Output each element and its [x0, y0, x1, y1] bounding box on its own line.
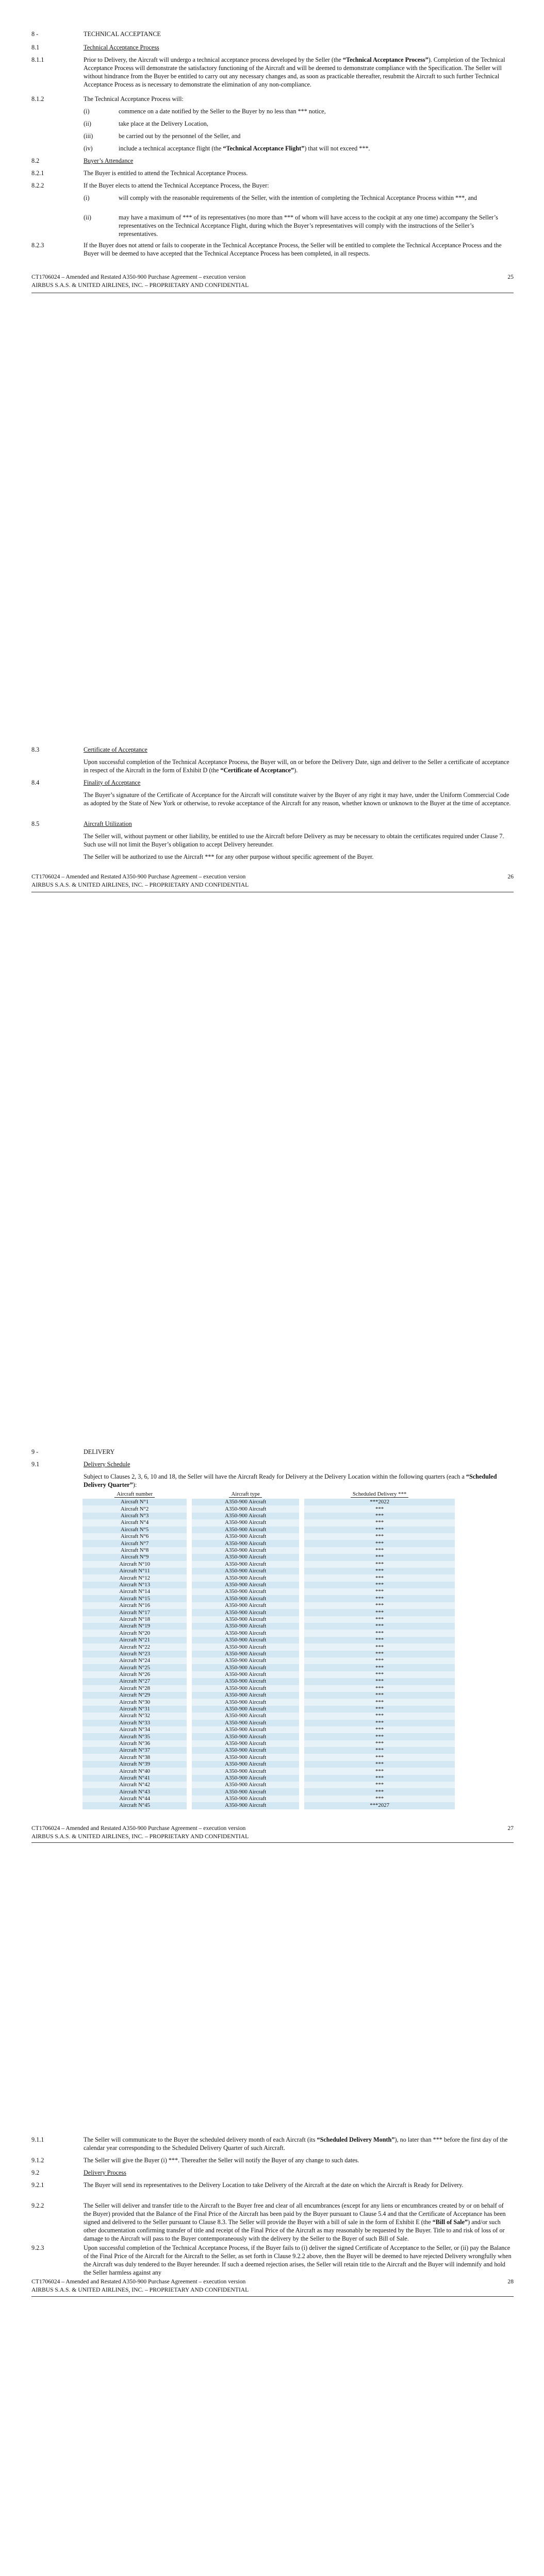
aircraft-type-cell: A350-900 Aircraft	[192, 1802, 299, 1809]
aircraft-number-cell: Aircraft N°40	[83, 1768, 187, 1774]
table-row	[83, 1733, 455, 1740]
aircraft-number-cell: Aircraft N°38	[83, 1754, 187, 1760]
clause-text: If the Buyer does not attend or fails to cooperate in the Technical Acceptance Process, the Seller will be entitled to complete the Technical Acceptance Process and the Buyer will be deemed to have accepted that the Technical Acceptance Process has been completed, in all respects.	[84, 242, 502, 258]
defined-term: “Bill of Sale”	[432, 2218, 468, 2226]
page-number: 26	[507, 873, 514, 880]
scheduled-delivery-cell: ***	[304, 1782, 455, 1788]
footer-doc-ref: CT1706024 – Amended and Restated A350-900 Purchase Agreement – execution version	[31, 2278, 246, 2285]
table-row	[83, 1782, 455, 1788]
aircraft-type-cell: A350-900 Aircraft	[192, 1747, 299, 1754]
aircraft-type-cell: A350-900 Aircraft	[192, 1540, 299, 1547]
aircraft-number-cell: Aircraft N°37	[83, 1747, 187, 1754]
footer-parties: AIRBUS S.A.S. & UNITED AIRLINES, INC. – PROPRIETARY AND CONFIDENTIAL	[31, 2286, 249, 2293]
list-item: take place at the Delivery Location,	[119, 120, 208, 127]
scheduled-delivery-cell: ***	[304, 1616, 455, 1623]
aircraft-number-cell: Aircraft N°10	[83, 1561, 187, 1568]
table-row	[83, 1574, 455, 1581]
aircraft-number-cell: Aircraft N°15	[83, 1595, 187, 1602]
aircraft-type-cell: A350-900 Aircraft	[192, 1782, 299, 1788]
aircraft-type-cell: A350-900 Aircraft	[192, 1733, 299, 1740]
clause-number: 8.4	[31, 779, 40, 786]
scheduled-delivery-cell: ***	[304, 1602, 455, 1609]
scheduled-delivery-cell: ***	[304, 1740, 455, 1747]
scheduled-delivery-cell: ***	[304, 1671, 455, 1678]
footer-doc-ref: CT1706024 – Amended and Restated A350-900 Purchase Agreement – execution version	[31, 274, 246, 280]
aircraft-type-cell: A350-900 Aircraft	[192, 1699, 299, 1705]
scheduled-delivery-cell: ***	[304, 1747, 455, 1754]
scheduled-delivery-cell: ***	[304, 1726, 455, 1733]
table-row	[83, 1568, 455, 1574]
clause-text: The Seller will, without payment or other liability, be entitled to use the Aircraft before Delivery as may be necessary to obtain the certificates required under Clause 7. Such use will not limit the Buyer’s obligation to accept Delivery hereunder.	[84, 833, 504, 849]
clause-number: 8.5	[31, 820, 40, 827]
scheduled-delivery-cell: ***	[304, 1519, 455, 1526]
section-title: TECHNICAL ACCEPTANCE	[84, 30, 161, 38]
aircraft-number-cell: Aircraft N°26	[83, 1671, 187, 1678]
defined-term: “Certificate of Acceptance”	[220, 767, 294, 774]
table-row	[83, 1582, 455, 1588]
clause-heading: Buyer’s Attendance	[84, 157, 134, 164]
scheduled-delivery-cell: ***	[304, 1795, 455, 1802]
table-row	[83, 1671, 455, 1678]
clause-text: Prior to Delivery, the Aircraft will undergo a technical acceptance process developed by the Seller (the “Technical Acceptance Process”). Completion of the Technical Acceptance Process will demonstrate the satisfactory functioning of the Aircraft and will be deemed to demonstrate compliance with the Specification. The Seller will without hindrance from the Buyer be entitled to carry out any necessary changes and, as soon as practicable thereafter, resubmit the Aircraft to such further Technical Acceptance Process as is necessary to demonstrate the elimination of any non-compliance.	[84, 56, 505, 89]
aircraft-type-cell: A350-900 Aircraft	[192, 1657, 299, 1664]
aircraft-type-cell: A350-900 Aircraft	[192, 1761, 299, 1768]
page-number: 27	[507, 1825, 514, 1832]
footer-parties: AIRBUS S.A.S. & UNITED AIRLINES, INC. – PROPRIETARY AND CONFIDENTIAL	[31, 881, 249, 888]
aircraft-type-cell: A350-900 Aircraft	[192, 1554, 299, 1561]
table-row	[83, 1505, 455, 1512]
table-row	[83, 1643, 455, 1650]
aircraft-number-cell: Aircraft N°4	[83, 1519, 187, 1526]
aircraft-number-cell: Aircraft N°21	[83, 1637, 187, 1643]
clause-number: 8.2.2	[31, 182, 44, 189]
aircraft-type-cell: A350-900 Aircraft	[192, 1568, 299, 1574]
aircraft-number-cell: Aircraft N°45	[83, 1802, 187, 1809]
aircraft-number-cell: Aircraft N°44	[83, 1795, 187, 1802]
aircraft-type-cell: A350-900 Aircraft	[192, 1582, 299, 1588]
defined-term: “Scheduled Delivery Month”	[317, 2136, 395, 2143]
aircraft-number-cell: Aircraft N°22	[83, 1643, 187, 1650]
table-row	[83, 1802, 455, 1809]
clause-heading: Technical Acceptance Process	[84, 44, 159, 51]
table-row	[83, 1795, 455, 1802]
table-row	[83, 1685, 455, 1692]
clause-number: 8.1.1	[31, 56, 44, 63]
footer-doc-ref: CT1706024 – Amended and Restated A350-900 Purchase Agreement – execution version	[31, 1825, 246, 1832]
aircraft-number-cell: Aircraft N°42	[83, 1782, 187, 1788]
scheduled-delivery-cell: ***2027	[304, 1802, 455, 1809]
aircraft-type-cell: A350-900 Aircraft	[192, 1574, 299, 1581]
aircraft-number-cell: Aircraft N°24	[83, 1657, 187, 1664]
aircraft-type-cell: A350-900 Aircraft	[192, 1671, 299, 1678]
scheduled-delivery-cell: ***	[304, 1768, 455, 1774]
aircraft-type-cell: A350-900 Aircraft	[192, 1713, 299, 1719]
item-label: (ii)	[84, 120, 91, 127]
defined-term: “Scheduled Delivery Quarter”	[84, 1473, 497, 1489]
table-row	[83, 1595, 455, 1602]
clause-number: 8.2.1	[31, 170, 44, 177]
clause-text: The Buyer’s signature of the Certificate of Acceptance for the Aircraft will constitute waiver by the Buyer of any right it may have, under the Uniform Commercial Code as adopted by the State of New York or otherwise, to revoke acceptance of the Aircraft for any reason, whether known or unknown to the Buyer at the time of acceptance.	[84, 791, 511, 807]
clause-heading: Delivery Schedule	[84, 1461, 130, 1468]
aircraft-number-cell: Aircraft N°31	[83, 1706, 187, 1713]
scheduled-delivery-cell: ***	[304, 1637, 455, 1643]
page-footer	[31, 1824, 514, 1840]
clause-text: The Buyer will send its representatives to the Delivery Location to take Delivery of the Aircraft at the date on which the Aircraft is Ready for Delivery.	[84, 2181, 464, 2189]
table-row	[83, 1651, 455, 1657]
scheduled-delivery-cell: ***	[304, 1720, 455, 1726]
aircraft-type-cell: A350-900 Aircraft	[192, 1499, 299, 1505]
aircraft-number-cell: Aircraft N°29	[83, 1692, 187, 1699]
aircraft-type-cell: A350-900 Aircraft	[192, 1678, 299, 1685]
table-row	[83, 1527, 455, 1533]
aircraft-number-cell: Aircraft N°23	[83, 1651, 187, 1657]
scheduled-delivery-cell: ***	[304, 1706, 455, 1713]
scheduled-delivery-cell: ***	[304, 1685, 455, 1692]
aircraft-type-cell: A350-900 Aircraft	[192, 1505, 299, 1512]
table-row	[83, 1499, 455, 1505]
footer-parties: AIRBUS S.A.S. & UNITED AIRLINES, INC. – PROPRIETARY AND CONFIDENTIAL	[31, 1833, 249, 1840]
section-number: 9 -	[31, 1448, 39, 1455]
aircraft-number-cell: Aircraft N°2	[83, 1505, 187, 1512]
clause-text: The Seller will be authorized to use the Aircraft *** for any other purpose without specific agreement of the Buyer.	[84, 853, 374, 860]
aircraft-number-cell: Aircraft N°18	[83, 1616, 187, 1623]
clause-number: 8.1	[31, 44, 40, 51]
aircraft-number-cell: Aircraft N°14	[83, 1588, 187, 1595]
clause-number: 9.2	[31, 2169, 40, 2176]
section-title: DELIVERY	[84, 1448, 115, 1455]
aircraft-number-cell: Aircraft N°41	[83, 1775, 187, 1782]
scheduled-delivery-cell: ***	[304, 1761, 455, 1768]
aircraft-type-cell: A350-900 Aircraft	[192, 1788, 299, 1795]
table-row	[83, 1706, 455, 1713]
table-row	[83, 1547, 455, 1554]
footer-doc-ref: CT1706024 – Amended and Restated A350-900 Purchase Agreement – execution version	[31, 873, 246, 880]
aircraft-type-cell: A350-900 Aircraft	[192, 1588, 299, 1595]
list-item: include a technical acceptance flight (the “Technical Acceptance Flight”) that will not exceed ***.	[119, 145, 370, 152]
aircraft-type-cell: A350-900 Aircraft	[192, 1692, 299, 1699]
page-footer	[31, 273, 514, 289]
clause-number: 8.3	[31, 746, 40, 753]
scheduled-delivery-cell: ***	[304, 1554, 455, 1561]
aircraft-number-cell: Aircraft N°28	[83, 1685, 187, 1692]
table-row	[83, 1664, 455, 1671]
clause-number: 8.1.2	[31, 95, 44, 103]
table-row	[83, 1788, 455, 1795]
table-row	[83, 1699, 455, 1705]
aircraft-type-cell: A350-900 Aircraft	[192, 1775, 299, 1782]
column-header: Aircraft type	[192, 1490, 299, 1499]
scheduled-delivery-cell: ***2022	[304, 1499, 455, 1505]
list-item: commence on a date notified by the Seller to the Buyer by no less than *** notice,	[119, 108, 326, 115]
clause-text: The Technical Acceptance Process will:	[84, 95, 184, 103]
page-footer	[31, 873, 514, 889]
clause-text: The Seller will communicate to the Buyer the scheduled delivery month of each Aircraft (its “Scheduled Delivery Month”), no later than *** before the first day of the calendar year corresponding to the Scheduled Delivery Quarter of such Aircraft.	[84, 2136, 508, 2152]
aircraft-number-cell: Aircraft N°25	[83, 1664, 187, 1671]
aircraft-type-cell: A350-900 Aircraft	[192, 1720, 299, 1726]
clause-number: 9.2.2	[31, 2202, 44, 2209]
aircraft-number-cell: Aircraft N°9	[83, 1554, 187, 1561]
aircraft-type-cell: A350-900 Aircraft	[192, 1651, 299, 1657]
aircraft-number-cell: Aircraft N°36	[83, 1740, 187, 1747]
table-row	[83, 1775, 455, 1782]
item-label: (ii)	[84, 214, 91, 221]
scheduled-delivery-cell: ***	[304, 1561, 455, 1568]
table-row	[83, 1692, 455, 1699]
aircraft-type-cell: A350-900 Aircraft	[192, 1609, 299, 1616]
aircraft-type-cell: A350-900 Aircraft	[192, 1595, 299, 1602]
scheduled-delivery-cell: ***	[304, 1582, 455, 1588]
table-row	[83, 1630, 455, 1636]
scheduled-delivery-cell: ***	[304, 1609, 455, 1616]
aircraft-number-cell: Aircraft N°32	[83, 1713, 187, 1719]
scheduled-delivery-cell: ***	[304, 1733, 455, 1740]
list-item: be carried out by the personnel of the Seller, and	[119, 132, 241, 140]
table-row	[83, 1761, 455, 1768]
scheduled-delivery-cell: ***	[304, 1713, 455, 1719]
table-row	[83, 1657, 455, 1664]
table-row	[83, 1747, 455, 1754]
aircraft-number-cell: Aircraft N°11	[83, 1568, 187, 1574]
aircraft-type-cell: A350-900 Aircraft	[192, 1726, 299, 1733]
clause-text: The Seller will deliver and transfer title to the Aircraft to the Buyer free and clear of all encumbrances (except for any liens or encumbrances created by or on behalf of the Buyer) provided that the Balance of the Final Price of the Aircraft has been paid by the Buyer pursuant to Clause 5.4 and that the Certificate of Acceptance has been signed and delivered to the Seller pursuant to Clause 8.3. The Seller will provide the Buyer with a bill of sale in the form of Exhibit E (the “Bill of Sale”) and/or such other documentation confirming transfer of title and receipt of the Final Price of the Aircraft as may reasonably be requested by the Buyer. Title to and risk of loss of or damage to the Aircraft will pass to the Buyer contemporaneously with the delivery by the Seller to the Buyer of such Bill of Sale.	[84, 2202, 506, 2243]
aircraft-type-cell: A350-900 Aircraft	[192, 1533, 299, 1540]
table-row	[83, 1540, 455, 1547]
table-row	[83, 1561, 455, 1568]
aircraft-type-cell: A350-900 Aircraft	[192, 1513, 299, 1519]
clause-text: Subject to Clauses 2, 3, 6, 10 and 18, the Seller will have the Aircraft Ready for Delivery at the Delivery Location within the following quarters (each a “Scheduled Delivery Quarter”):	[84, 1473, 497, 1489]
aircraft-number-cell: Aircraft N°7	[83, 1540, 187, 1547]
scheduled-delivery-cell: ***	[304, 1692, 455, 1699]
aircraft-number-cell: Aircraft N°5	[83, 1527, 187, 1533]
defined-term: “Technical Acceptance Process”	[342, 56, 428, 63]
scheduled-delivery-cell: ***	[304, 1533, 455, 1540]
item-label: (i)	[84, 108, 90, 115]
table-row	[83, 1616, 455, 1623]
aircraft-type-cell: A350-900 Aircraft	[192, 1664, 299, 1671]
scheduled-delivery-cell: ***	[304, 1630, 455, 1636]
scheduled-delivery-cell: ***	[304, 1678, 455, 1685]
scheduled-delivery-cell: ***	[304, 1699, 455, 1705]
clause-number: 9.2.1	[31, 2181, 44, 2189]
aircraft-number-cell: Aircraft N°33	[83, 1720, 187, 1726]
aircraft-number-cell: Aircraft N°30	[83, 1699, 187, 1705]
clause-text: Upon successful completion of the Technical Acceptance Process, the Buyer will, on or before the Delivery Date, sign and deliver to the Seller a certificate of acceptance in respect of the Aircraft in the form of Exhibit D (the “Certificate of Acceptance”).	[84, 758, 509, 774]
clause-text: The Seller will give the Buyer (i) ***. Thereafter the Seller will notify the Buyer of any change to such dates.	[84, 2157, 359, 2164]
table-row	[83, 1637, 455, 1643]
aircraft-type-cell: A350-900 Aircraft	[192, 1616, 299, 1623]
aircraft-type-cell: A350-900 Aircraft	[192, 1630, 299, 1636]
clause-heading: Aircraft Utilization	[84, 820, 132, 827]
scheduled-delivery-cell: ***	[304, 1527, 455, 1533]
table-row	[83, 1513, 455, 1519]
table-row	[83, 1740, 455, 1747]
scheduled-delivery-cell: ***	[304, 1595, 455, 1602]
section-number: 8 -	[31, 30, 39, 38]
footer-parties: AIRBUS S.A.S. & UNITED AIRLINES, INC. – PROPRIETARY AND CONFIDENTIAL	[31, 281, 249, 289]
column-header: Scheduled Delivery ***	[304, 1490, 455, 1499]
aircraft-type-cell: A350-900 Aircraft	[192, 1547, 299, 1554]
scheduled-delivery-cell: ***	[304, 1651, 455, 1657]
table-header-row	[83, 1490, 455, 1499]
aircraft-number-cell: Aircraft N°17	[83, 1609, 187, 1616]
scheduled-delivery-cell: ***	[304, 1754, 455, 1760]
scheduled-delivery-cell: ***	[304, 1664, 455, 1671]
page-footer	[31, 2278, 514, 2294]
aircraft-number-cell: Aircraft N°8	[83, 1547, 187, 1554]
scheduled-delivery-cell: ***	[304, 1540, 455, 1547]
scheduled-delivery-cell: ***	[304, 1643, 455, 1650]
scheduled-delivery-cell: ***	[304, 1568, 455, 1574]
aircraft-number-cell: Aircraft N°34	[83, 1726, 187, 1733]
scheduled-delivery-cell: ***	[304, 1788, 455, 1795]
clause-text: Upon successful completion of the Technical Acceptance Process, if the Buyer fails to (i) deliver the signed Certificate of Acceptance to the Seller, or (ii) pay the Balance of the Final Price of the Aircraft for the Aircraft to the Seller, as set forth in Clause 9.2.2 above, then the Buyer will be deemed to have rejected Delivery wrongfully when the Aircraft was duly tendered to the Buyer hereunder. If such a deemed rejection arises, the Seller will retain title to the Aircraft and the Buyer will indemnify and hold the Seller harmless against any	[84, 2244, 512, 2277]
aircraft-number-cell: Aircraft N°3	[83, 1513, 187, 1519]
table-row	[83, 1623, 455, 1630]
page-number: 28	[507, 2278, 514, 2285]
aircraft-number-cell: Aircraft N°43	[83, 1788, 187, 1795]
aircraft-number-cell: Aircraft N°12	[83, 1574, 187, 1581]
table-row	[83, 1720, 455, 1726]
aircraft-type-cell: A350-900 Aircraft	[192, 1706, 299, 1713]
aircraft-number-cell: Aircraft N°39	[83, 1761, 187, 1768]
delivery-schedule-table	[83, 1490, 455, 1809]
clause-number: 9.2.3	[31, 2244, 44, 2251]
page-divider	[31, 1842, 514, 1843]
aircraft-type-cell: A350-900 Aircraft	[192, 1637, 299, 1643]
aircraft-type-cell: A350-900 Aircraft	[192, 1561, 299, 1568]
scheduled-delivery-cell: ***	[304, 1775, 455, 1782]
page-divider	[31, 2296, 514, 2297]
aircraft-type-cell: A350-900 Aircraft	[192, 1602, 299, 1609]
table-row	[83, 1713, 455, 1719]
aircraft-number-cell: Aircraft N°19	[83, 1623, 187, 1630]
aircraft-number-cell: Aircraft N°35	[83, 1733, 187, 1740]
table-row	[83, 1726, 455, 1733]
defined-term: “Technical Acceptance Flight”	[223, 145, 305, 152]
scheduled-delivery-cell: ***	[304, 1623, 455, 1630]
scheduled-delivery-cell: ***	[304, 1588, 455, 1595]
clause-number: 9.1.1	[31, 2136, 44, 2143]
clause-text: If the Buyer elects to attend the Technical Acceptance Process, the Buyer:	[84, 182, 269, 189]
table-row	[83, 1768, 455, 1774]
aircraft-number-cell: Aircraft N°27	[83, 1678, 187, 1685]
clause-number: 8.2	[31, 157, 40, 164]
aircraft-number-cell: Aircraft N°13	[83, 1582, 187, 1588]
table-row	[83, 1678, 455, 1685]
clause-number: 9.1.2	[31, 2157, 44, 2164]
item-label: (iii)	[84, 132, 93, 140]
aircraft-type-cell: A350-900 Aircraft	[192, 1795, 299, 1802]
aircraft-number-cell: Aircraft N°20	[83, 1630, 187, 1636]
scheduled-delivery-cell: ***	[304, 1657, 455, 1664]
aircraft-type-cell: A350-900 Aircraft	[192, 1685, 299, 1692]
list-item: will comply with the reasonable requirements of the Seller, with the intention of completing the Technical Acceptance Process within ***, and	[119, 194, 477, 201]
aircraft-type-cell: A350-900 Aircraft	[192, 1519, 299, 1526]
scheduled-delivery-cell: ***	[304, 1574, 455, 1581]
scheduled-delivery-cell: ***	[304, 1513, 455, 1519]
page-number: 25	[507, 274, 514, 280]
aircraft-type-cell: A350-900 Aircraft	[192, 1623, 299, 1630]
aircraft-type-cell: A350-900 Aircraft	[192, 1754, 299, 1760]
table-row	[83, 1588, 455, 1595]
table-row	[83, 1754, 455, 1760]
table-row	[83, 1519, 455, 1526]
aircraft-type-cell: A350-900 Aircraft	[192, 1740, 299, 1747]
item-label: (iv)	[84, 145, 93, 152]
table-row	[83, 1602, 455, 1609]
column-header: Aircraft number	[83, 1490, 187, 1499]
item-label: (i)	[84, 194, 90, 201]
aircraft-number-cell: Aircraft N°1	[83, 1499, 187, 1505]
aircraft-type-cell: A350-900 Aircraft	[192, 1527, 299, 1533]
table-row	[83, 1554, 455, 1561]
aircraft-number-cell: Aircraft N°16	[83, 1602, 187, 1609]
table-row	[83, 1533, 455, 1540]
list-item: may have a maximum of *** of its representatives (no more than *** of whom will have access to the cockpit at any one time) accompany the Seller’s representatives on the Technical Acceptance Flight, during which the Buyer’s representatives will comply with the instructions of the Seller’s representatives.	[119, 214, 498, 238]
aircraft-type-cell: A350-900 Aircraft	[192, 1643, 299, 1650]
aircraft-type-cell: A350-900 Aircraft	[192, 1768, 299, 1774]
scheduled-delivery-cell: ***	[304, 1547, 455, 1554]
clause-heading: Certificate of Acceptance	[84, 746, 147, 753]
clause-number: 8.2.3	[31, 242, 44, 249]
table-row	[83, 1609, 455, 1616]
clause-heading: Finality of Acceptance	[84, 779, 141, 786]
clause-heading: Delivery Process	[84, 2169, 126, 2176]
clause-text: The Buyer is entitled to attend the Technical Acceptance Process.	[84, 170, 248, 177]
clause-number: 9.1	[31, 1461, 40, 1468]
scheduled-delivery-cell: ***	[304, 1505, 455, 1512]
aircraft-number-cell: Aircraft N°6	[83, 1533, 187, 1540]
